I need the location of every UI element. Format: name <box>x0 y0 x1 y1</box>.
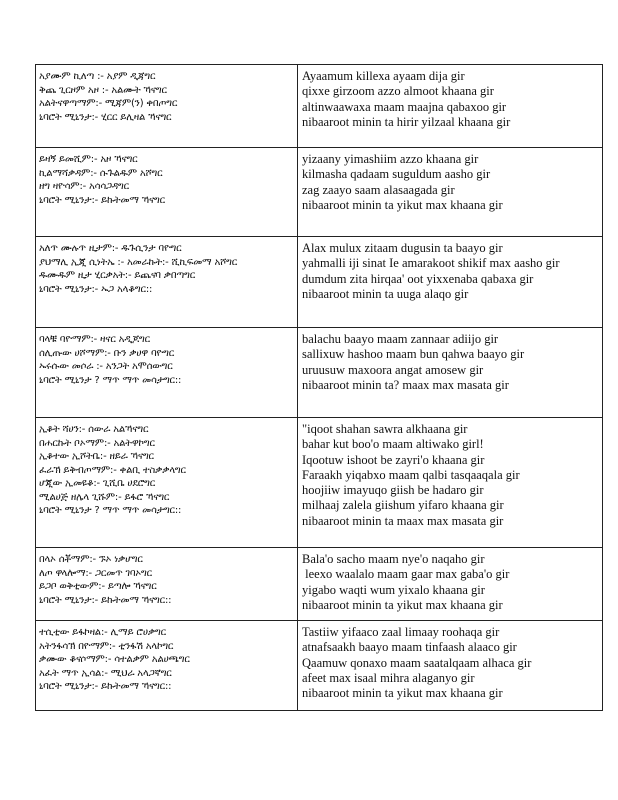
amharic-line: አያሙም ኪለጣ :- አያም ዲጃግር <box>39 71 156 82</box>
table-row <box>36 65 603 148</box>
amharic-line: ኡሩሱው መሶራ :- አንጋት አሞሰውግር <box>39 361 173 372</box>
amharic-line: ያህማሊ ኢጂ ሲነትኤ :- አመራኩት:- ሺኪፍመማ አሾግር <box>39 256 238 268</box>
amharic-cell <box>36 65 298 148</box>
oromo-cell <box>298 621 603 711</box>
amharic-line: አፈት ማጥ ኢሳል:- ሚህራ አላጋኛግር <box>39 667 172 679</box>
amharic-cell <box>36 328 298 418</box>
amharic-line: ባላቹ ባዮማም:- ዛናር አዲጆግር <box>39 334 150 345</box>
amharic-line: ኒባሮት ሚኒንታ:- ኡጋ አላቆግር:: <box>39 283 153 295</box>
oromo-line: hoojiiw imayuqo giish be hadaro gir <box>302 483 484 498</box>
oromo-line: "iqoot shahan sawra alkhaana gir <box>302 422 468 436</box>
amharic-line: ተሲቲው ይፋኮዛል:- ሊማይ ሮሀቃግር <box>39 627 166 638</box>
amharic-cell <box>36 418 298 548</box>
amharic-line: በላኦ ሰቾማም:- ኙኦ ነቃሆግር <box>39 554 143 565</box>
oromo-line: Bala'o sacho maam nye'o naqaho gir <box>302 552 485 566</box>
table-row <box>36 621 603 711</box>
oromo-line: Ayaamum killexa ayaam dija gir <box>302 69 465 83</box>
oromo-cell <box>298 418 603 548</box>
oromo-cell <box>298 548 603 621</box>
amharic-line: ኒባሮት ሚኒንታ ? ማጥ ማጥ መሳታግር:: <box>39 505 182 516</box>
amharic-line: ኒባሮት ሚኒንታ:- ይኩትመማ ኻናግር <box>39 194 165 206</box>
oromo-line: Alax mulux zitaam dugusin ta baayo gir <box>302 241 503 255</box>
oromo-cell <box>298 328 603 418</box>
oromo-line: nibaaroot minin ta uuga alaqo gir <box>302 286 469 301</box>
table-row <box>36 418 603 548</box>
amharic-line: ኒባሮት ሚኒንታ:- ይኩትመማ ኻናግር:: <box>39 594 172 606</box>
amharic-line: ኪልማሻቃዳም:- ሱጉልዱም አሾግር <box>39 167 163 179</box>
amharic-cell <box>36 237 298 328</box>
amharic-line: ይጋቦ ወቅቲውም:- ይጣሎ ኻናግር <box>39 581 157 592</box>
amharic-line: ዘግ ዛዮሳም:- አሳሳጋዳግር <box>39 181 129 192</box>
oromo-cell <box>298 148 603 237</box>
amharic-line: ቃሙው ቆናሶማም:- ሳተልቃም አልሀጫግር <box>39 654 190 665</box>
amharic-line: አልትናዋጣማም:- ሚጃም(ን) ቀበጦግር <box>39 98 178 109</box>
oromo-line: Qaamuw qonaxo maam saatalqaam alhaca gir <box>302 655 532 670</box>
amharic-line: ለጦ ዋላሎማ:- ጋርመጥ ገባኦግር <box>39 567 152 579</box>
amharic-line: ኢቆተው ኢሾትቤ:- ዘይራ ኻናግር <box>39 451 154 462</box>
oromo-line: kilmasha qadaam suguldum aasho gir <box>302 167 491 182</box>
oromo-line: balachu baayo maam zannaar adiijo gir <box>302 332 499 346</box>
table-row <box>36 148 603 237</box>
amharic-line: ይዛኝ ይመሺም:- አዞ ኻናግር <box>39 154 138 165</box>
amharic-line: በሐርኩት ቦኦማም:- አልትዋኮግር <box>39 437 155 449</box>
oromo-line: nibaaroot minin ta yikut max khaana gir <box>302 197 503 212</box>
oromo-line: nibaaroot minin ta? maax max masata gir <box>302 377 509 392</box>
oromo-line: zag zaayo saam alasaagada gir <box>302 182 455 197</box>
amharic-line: ኒባሮት ሚኒንታ:- ይኩትመማ ኻናግር:: <box>39 681 172 692</box>
oromo-line: nibaaroot minin ta yikut max khaana gir <box>302 597 503 612</box>
oromo-cell <box>298 65 603 148</box>
oromo-line: leexo waalalo maam gaar max gaba'o gir <box>302 567 510 582</box>
table-row <box>36 237 603 328</box>
amharic-line: ቅጨ ጊርዞም አዞ :- አልሙት ኻናግር <box>39 84 167 96</box>
oromo-cell <box>298 237 603 328</box>
oromo-line: milhaaj zalela giishum yifaro khaana gir <box>302 498 504 513</box>
oromo-line: altinwaawaxa maam maajna qabaxoo gir <box>302 99 507 114</box>
oromo-line: yahmalli iji sinat Ie amarakoot shikif max aasho gir <box>302 256 560 271</box>
oromo-line: uruusuw maxoora angat amosew gir <box>302 362 484 377</box>
oromo-line: sallixuw hashoo maam bun qahwa baayo gir <box>302 347 525 362</box>
amharic-line: ኒባሮት ሚኒንታ:- ሂርር ይሊዛል ኻናግር <box>39 111 172 123</box>
oromo-line: Iqootuw ishoot be zayri'o khaana gir <box>302 452 485 467</box>
oromo-line: bahar kut boo'o maam altiwako girl! <box>302 437 484 452</box>
amharic-line: ሆጂው ኢመዩቆ:- ጊሺቤ ሀደሮግር <box>39 478 156 489</box>
oromo-line: dumdum zita hirqaa' oot yixxenaba qabaxa gir <box>302 271 534 286</box>
oromo-line: afeet max isaal mihra alaganyo gir <box>302 670 475 685</box>
amharic-line: ኢቆት ሻሀን:- ሰውራ አልኻናግር <box>39 424 149 435</box>
oromo-line: yizaany yimashiim azzo khaana gir <box>302 152 479 166</box>
amharic-cell <box>36 148 298 237</box>
poem-table <box>35 64 603 711</box>
table-row <box>36 548 603 621</box>
oromo-line: Faraakh yiqabxo maam qalbi tasqaaqala gir <box>302 467 520 482</box>
amharic-line: ፈራኽ ይቅብጦማም:- ቀልቢ ተስቃቃላግር <box>39 464 186 476</box>
amharic-cell <box>36 621 298 711</box>
oromo-line: nibaaroot minin ta maax max masata gir <box>302 513 504 528</box>
oromo-line: qixxe girzoom azzo almoot khaana gir <box>302 84 494 99</box>
amharic-line: ሚልሀጅ ዘሌላ ጊሹም:- ይፋሮ ኻናግር <box>39 491 170 503</box>
amharic-line: ኒባሮት ሚኒንታ ? ማጥ ማጥ መሳታግር:: <box>39 374 182 386</box>
amharic-line: አትንፋሳኽ በዮማም:- ቲንፋሽ አላኮግር <box>39 640 174 652</box>
oromo-line: yigabo waqti wum yixalo khaana gir <box>302 582 485 597</box>
oromo-line: nibaaroot minin ta yikut max khaana gir <box>302 686 503 701</box>
table-row <box>36 328 603 418</box>
oromo-line: nibaaroot minin ta hirir yilzaal khaana gir <box>302 114 511 129</box>
amharic-line: አለጥ ሙሉጥ ዚታም:- ዱጉሲንታ ባዮግር <box>39 243 182 254</box>
amharic-line: ዱሙዱም ዚታ ሂርቃአት:- ይጨናባ ቃበጣግር <box>39 270 196 281</box>
amharic-cell <box>36 548 298 621</box>
amharic-line: ሰሊጡው ሀሾማም:- ቡን ቃሀዋ ባዮግር <box>39 347 175 359</box>
oromo-line: atnafsaakh baayo maam tinfaash alaaco gir <box>302 640 517 655</box>
oromo-line: Tastiiw yifaaco zaal limaay roohaqa gir <box>302 625 500 639</box>
